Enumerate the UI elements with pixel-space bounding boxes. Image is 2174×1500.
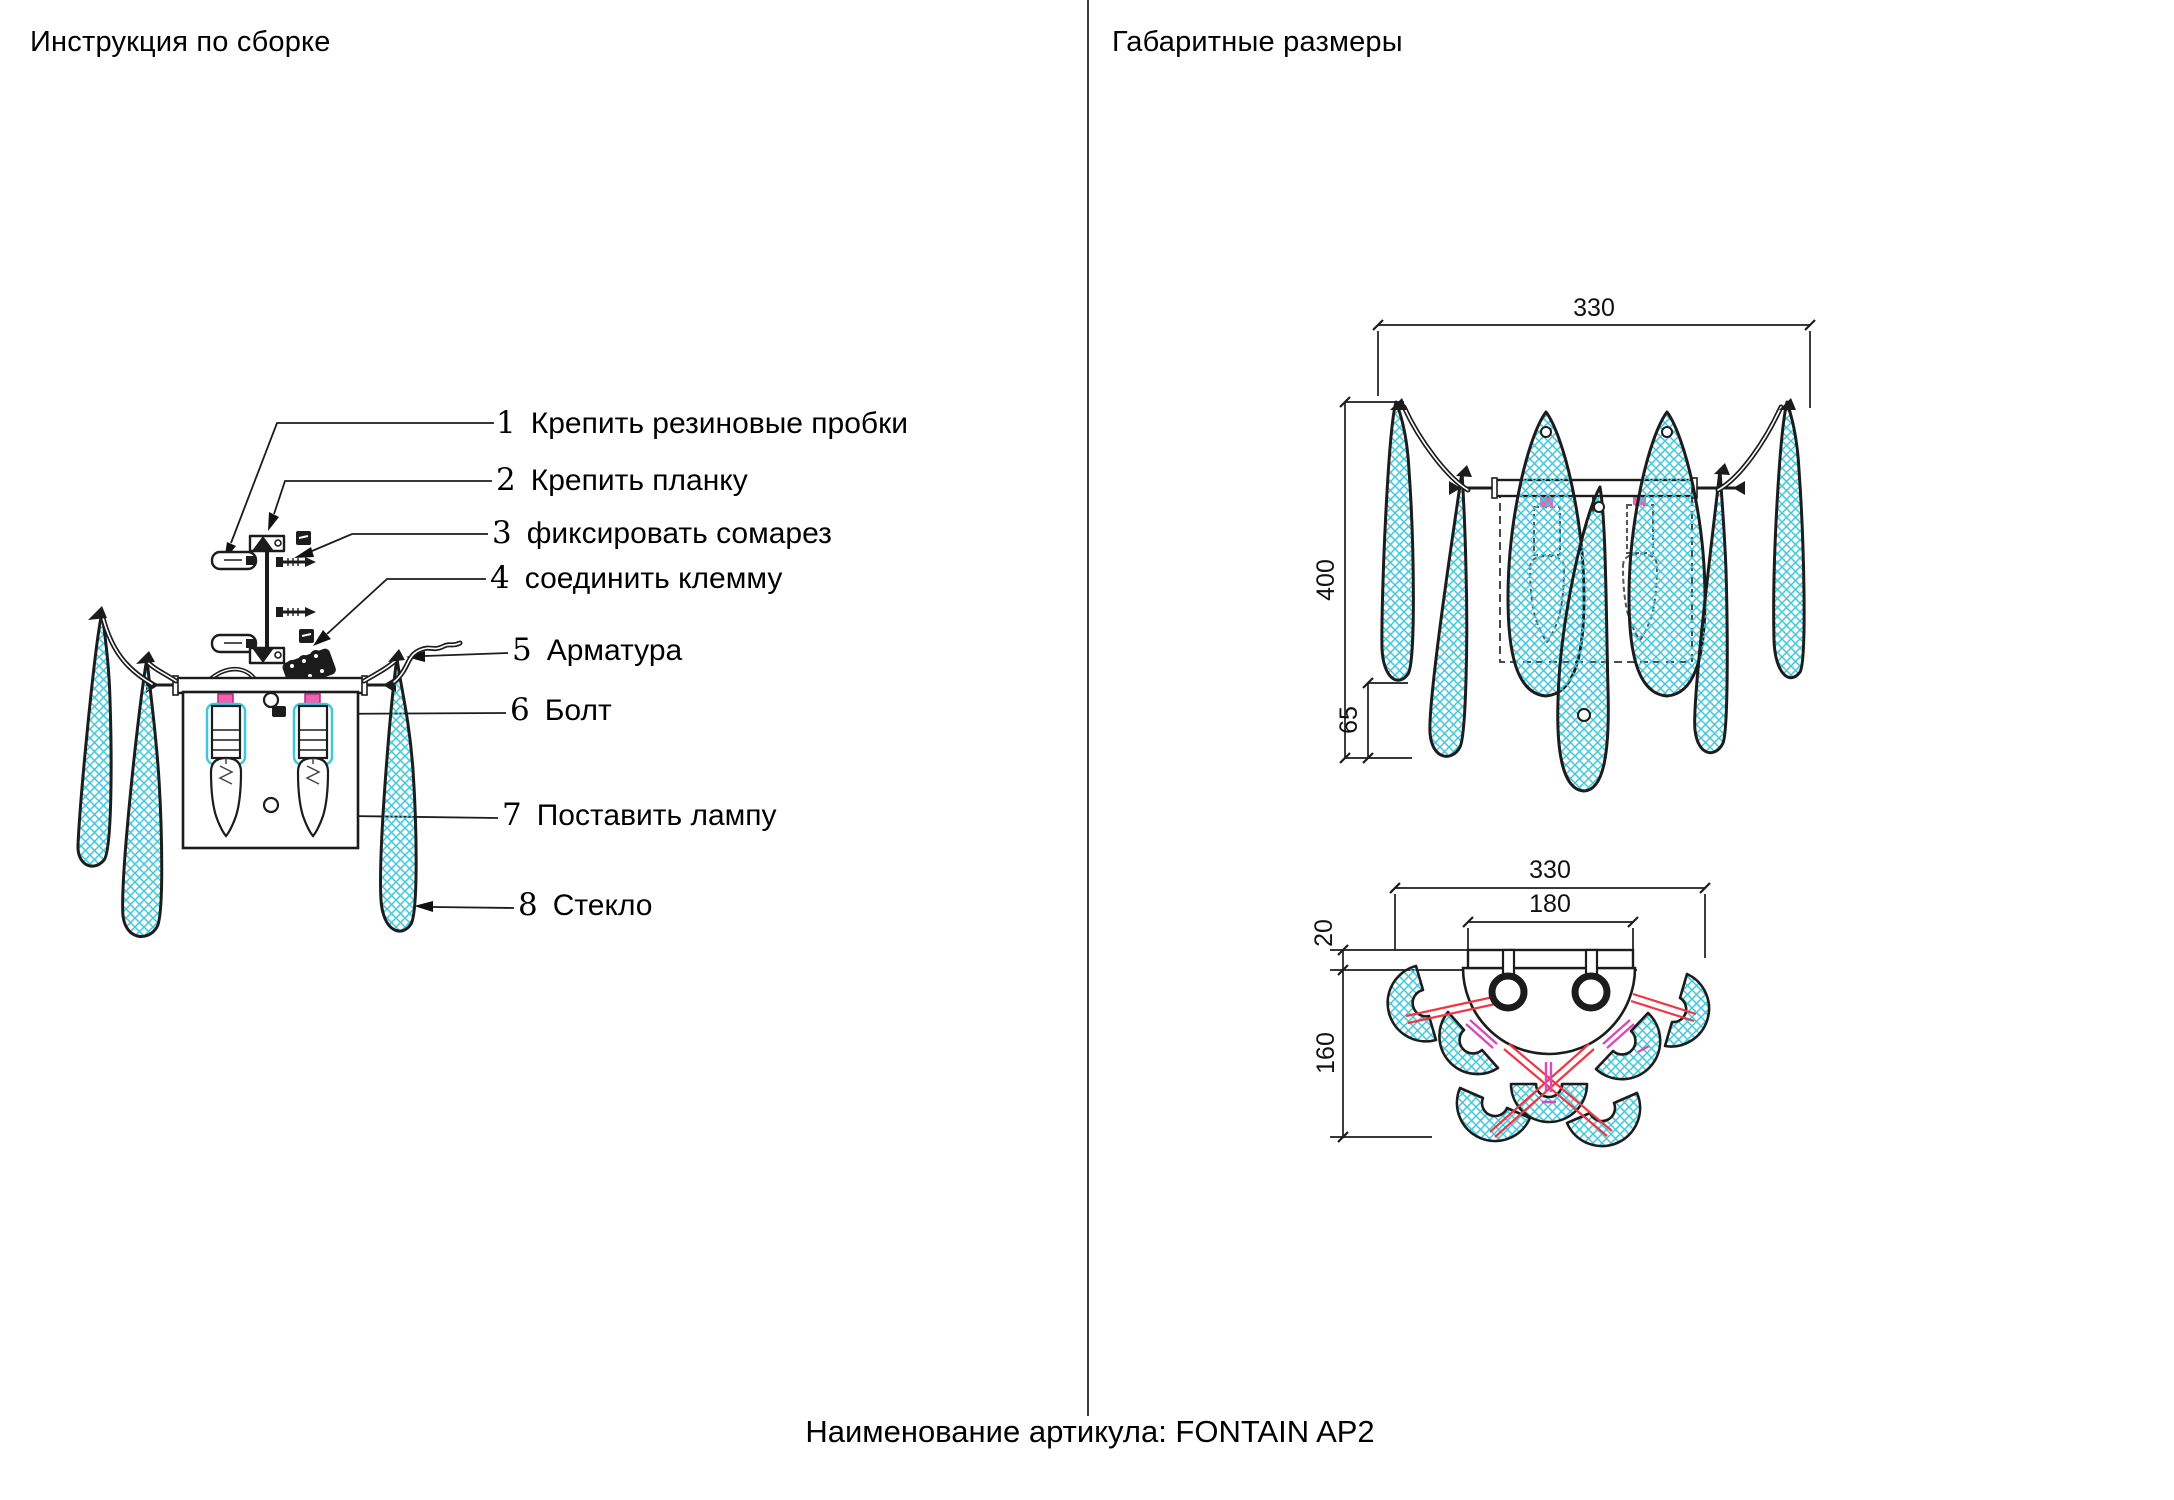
screw-2 — [276, 607, 316, 617]
glass-fan — [1388, 966, 1436, 1041]
dim-front-offset: 65 — [1335, 706, 1363, 734]
callout-label: Поставить лампу — [536, 799, 777, 832]
callout-1 — [496, 406, 908, 441]
bolt — [272, 706, 286, 717]
body-semicircle — [1463, 968, 1635, 1054]
callout-label: Стекло — [552, 889, 653, 922]
dim-bottom-depth: 160 — [1312, 1032, 1340, 1074]
front-view-glass — [1382, 402, 1804, 791]
callout-number: 5 — [512, 632, 532, 668]
glass-drop — [1382, 402, 1413, 680]
callout-label: соединить клемму — [524, 562, 783, 595]
dimension-drawing — [1090, 0, 2174, 1500]
socket-ring-right — [1575, 976, 1607, 1008]
callout-label: Болт — [544, 694, 612, 727]
callout-number: 2 — [496, 462, 516, 498]
callout-7 — [502, 798, 777, 833]
dim-front-width: 330 — [1573, 294, 1615, 322]
callout-6 — [510, 693, 612, 728]
hardware-parts — [198, 531, 337, 694]
glass-drop — [1774, 402, 1804, 678]
article-name: Наименование артикула: FONTAIN AP2 — [805, 1414, 1375, 1449]
dim-bottom-plate-thickness: 20 — [1310, 919, 1338, 947]
glass-drop — [78, 612, 111, 866]
callout-3 — [492, 516, 832, 551]
callout-label: Крепить резиновые пробки — [530, 407, 908, 440]
callout-number: 8 — [518, 887, 538, 923]
callout-5 — [512, 633, 682, 668]
left-panel-title: Инструкция по сборке — [30, 26, 331, 58]
dim-bottom-plate-width: 180 — [1529, 890, 1571, 918]
callout-4 — [490, 561, 782, 596]
callout-label: Арматура — [546, 634, 683, 667]
right-panel-title: Габаритные размеры — [1112, 26, 1403, 58]
glass-drop — [123, 658, 162, 937]
socket-ring-left — [1492, 976, 1524, 1008]
panel-divider — [1087, 0, 1089, 1416]
screw-1 — [276, 557, 316, 567]
callout-number: 7 — [502, 797, 522, 833]
glass-drop — [381, 658, 417, 931]
callout-number: 6 — [510, 692, 530, 728]
mount-plate — [1468, 950, 1633, 968]
glass-drop — [1629, 412, 1705, 696]
callout-number: 3 — [492, 515, 512, 551]
callout-number: 1 — [496, 405, 516, 441]
dim-bottom-width: 330 — [1529, 856, 1571, 884]
glass-drop — [1430, 472, 1467, 756]
callout-label: фиксировать сомарез — [526, 517, 832, 550]
callout-label: Крепить планку — [530, 464, 748, 497]
callout-number: 4 — [490, 560, 510, 596]
dim-front-height: 400 — [1312, 559, 1340, 601]
callout-8 — [518, 888, 652, 923]
callout-2 — [496, 463, 748, 498]
